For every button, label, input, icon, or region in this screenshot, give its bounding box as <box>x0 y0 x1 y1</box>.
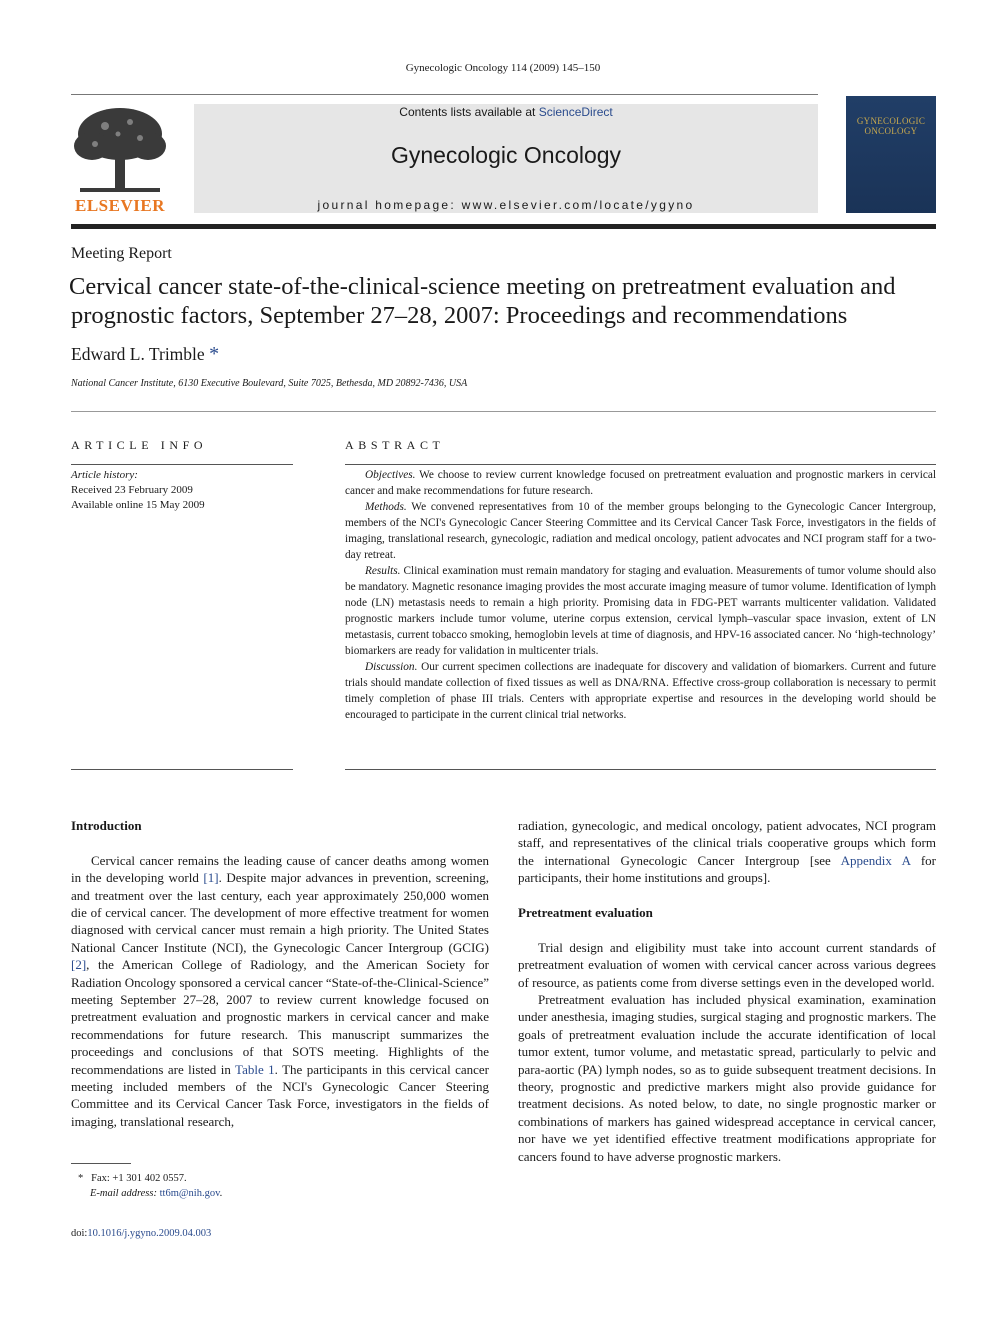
article-info-rule <box>71 464 293 465</box>
history-label: Article history: <box>71 469 138 481</box>
abstract-rule <box>345 464 936 465</box>
cover-title-line2: ONCOLOGY <box>864 126 918 136</box>
article-title-line2: prognostic factors, September 27–28, 2007: Proceedings and recommendations <box>71 302 848 329</box>
online-date: Available online 15 May 2009 <box>71 499 205 511</box>
title-rule <box>71 411 936 412</box>
methods-label: Methods. <box>365 501 407 513</box>
pretreatment-heading: Pretreatment evaluation <box>518 905 653 921</box>
contents-availability <box>194 105 818 119</box>
pretreatment-paragraph-2: Pretreatment evaluation has included physical examination, examination under anesthesia, imaging studies, surgical staging and prognostic markers. The goals of pretreatment evaluation include the accurate identification of local tumor extent, tumor volume, and metastatic spread, particularly to pelvic and para-aortic (PA) lymph nodes, so as to guide subsequent treatment decisions. In theory, prognostic and predictive markers might also provide guidance for treatment decisions. As noted below, to date, no single prognostic marker or combinations of markers has gained widespread acceptance in cervical cancer, nor have we yet identified effective treatment modifications appropriate for cancers found to have adverse prognostic markers. <box>518 992 936 1164</box>
abstract-heading: ABSTRACT <box>345 438 445 452</box>
article-type: Meeting Report <box>71 245 172 262</box>
abstract-bottom-rule <box>345 769 936 770</box>
footnote-rule <box>71 1163 131 1164</box>
contents-prefix: Contents lists available at <box>399 105 539 119</box>
doi-link[interactable]: 10.1016/j.ygyno.2009.04.003 <box>87 1228 212 1239</box>
elsevier-wordmark: ELSEVIER <box>75 196 165 215</box>
journal-citation: Gynecologic Oncology 114 (2009) 145–150 <box>405 62 601 74</box>
received-date: Received 23 February 2009 <box>71 484 193 496</box>
journal-homepage[interactable]: journal homepage: www.elsevier.com/locate/ygyno <box>317 198 695 212</box>
discussion-label: Discussion. <box>365 661 418 673</box>
journal-cover-thumbnail <box>846 96 936 213</box>
appendix-a-link[interactable]: Appendix A <box>840 852 911 868</box>
abstract-objectives: Objectives. We choose to review current knowledge focused on pretreatment evaluation and prognostic markers in cervical cancer and make recommendations for future research. <box>345 469 936 497</box>
ref-1-link[interactable]: [1] <box>203 870 219 886</box>
article-title <box>69 272 949 330</box>
author-footnote-mark[interactable]: * <box>209 343 220 365</box>
abstract-text <box>345 467 936 723</box>
intro-paragraph: Cervical cancer remains the leading cause of cancer deaths among women in the developing world [1]. Despite major advances in prevention, screening, and treatment over the last century, each year approximately 250,000 women die of cervical cancer. The development of more effective treatment for women diagnosed with cervical cancer must remain a high priority. The United States National Cancer Institute (NCI), the Gynecologic Cancer Intergroup (GCIG) [2], the American College of Radiology, and the American Society for Radiation Oncology sponsored a cervical cancer “State-of-the-Clinical-Science” meeting September 27–28, 2007 to review current knowledge focused on pretreatment evaluation and prognostic markers in cervical cancer and make recommendations for future research. This manuscript summarizes the proceedings and conclusions of that SOTS meeting. Highlights of the recommendations are listed in Table 1. The participants in this cervical cancer meeting included members of the NCI's Gynecologic Cancer Steering Committee and its Cervical Cancer Task Force, investigators in the fields of imaging, translational research, <box>71 852 490 1129</box>
journal-banner <box>194 104 818 213</box>
table-1-link[interactable]: Table 1 <box>235 1061 275 1077</box>
email-line: E-mail address: tt6m@nih.gov. <box>90 1188 223 1199</box>
article-history <box>71 468 205 513</box>
body-column-left <box>71 817 489 1130</box>
sciencedirect-link[interactable]: ScienceDirect <box>538 105 613 119</box>
pretreatment-paragraph-1: Trial design and eligibility must take into account current standards of pretreatment evaluation of women with cervical cancer across various degrees of resource, as patients come from diverse settings even in the developed world. <box>518 939 936 990</box>
fax-line: * Fax: +1 301 402 0557. <box>78 1173 187 1184</box>
abstract-results: Results. Clinical examination must remain mandatory for staging and evaluation. Measurements of tumor volume should also be mandatory. Magnetic resonance imaging provides the most accurate imaging measure of tumor volume. Identification of lymph node (LN) metastasis needs to remain a high priority. Promising data in FDG-PET warrants multicenter validation. Validated prognostic markers include tumor volume, uterine corpus extension, cervical lymph–vascular space invasion, extent of LN metastasis, current tobacco smoking, hemoglobin levels at time of diagnosis, and HPV-16 associated cancer. No ‘high-technology’ biomarkers are ready for validation in multicenter trials. <box>345 565 936 657</box>
journal-title: Gynecologic Oncology <box>390 142 622 168</box>
header-rule <box>71 94 818 95</box>
author-name: Edward L. Trimble <box>71 344 205 364</box>
article-info-heading: ARTICLE INFO <box>71 438 208 452</box>
author-affiliation: National Cancer Institute, 6130 Executive Boulevard, Suite 7025, Bethesda, MD 20892-7436, USA <box>71 378 468 389</box>
cover-title-line1: GYNECOLOGIC <box>856 116 926 126</box>
doi-line: doi:10.1016/j.ygyno.2009.04.003 <box>71 1228 212 1239</box>
masthead-rule <box>71 224 936 229</box>
intro-continuation <box>518 817 936 1165</box>
abstract-discussion: Discussion. Our current specimen collections are inadequate for discovery and validation of biomarkers. Current and future trials should mandate collection of fixed tissues as well as DNA/RNA. Effective cross-group collaboration is necessary to permit timely completion of phase III trials. Centers with appropriate expertise and resources in the developing world should be encouraged to participate in the current clinical trial networks. <box>345 661 936 721</box>
author-line <box>71 343 219 366</box>
results-label: Results. <box>365 565 401 577</box>
intro-heading: Introduction <box>71 818 142 833</box>
article-info-bottom-rule <box>71 769 293 770</box>
article-title-line1: Cervical cancer state-of-the-clinical-science meeting on pretreatment evaluation and <box>69 273 896 300</box>
intro-paragraph-continued: radiation, gynecologic, and medical oncology, patient advocates, NCI program staff, and representatives of the clinical trials cooperative groups which form the international Gynecologic Cancer Intergroup [see Appendix A for participants, their home institutions and groups]. <box>518 818 936 886</box>
body-column-right <box>518 817 936 1165</box>
author-footnote <box>78 1171 222 1201</box>
cover-title <box>846 116 936 136</box>
abstract-methods: Methods. We convened representatives from 10 of the member groups belonging to the Gynecologic Cancer Intergroup, members of the NCI's Gynecologic Cancer Steering Committee and its Cervical Cancer Task Force, investigators in the fields of imaging, translational research, gynecologic, radiation and medical oncology, patient advocates and NCI program staff for a two-day retreat. <box>345 501 936 561</box>
ref-2-link[interactable]: [2] <box>71 957 87 973</box>
email-link[interactable]: tt6m@nih.gov <box>159 1188 220 1199</box>
objectives-label: Objectives. <box>365 469 416 481</box>
